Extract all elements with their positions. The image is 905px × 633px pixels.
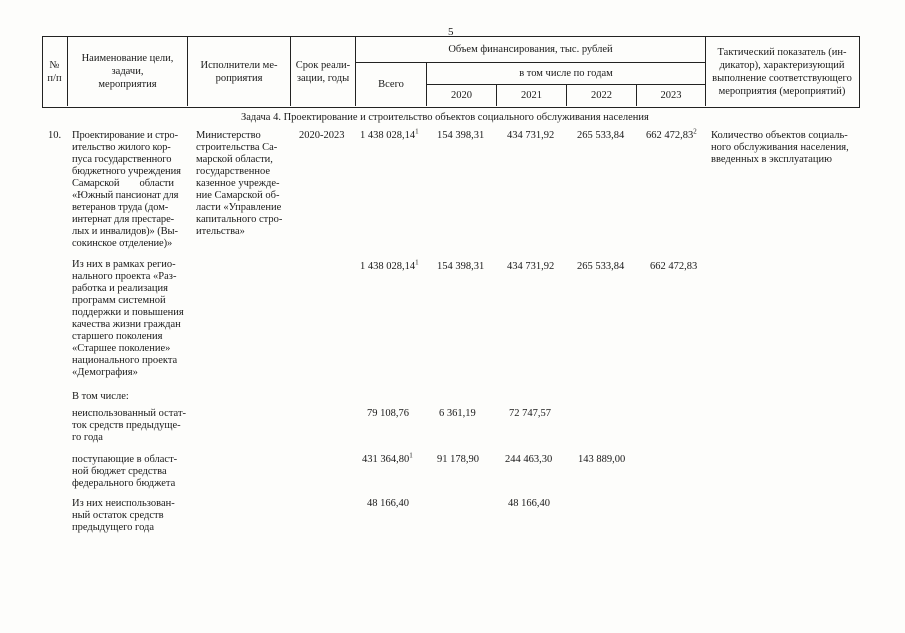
header-year-2023: 2023 (660, 90, 682, 101)
row-2021: 48 166,40 (508, 498, 550, 509)
row-2022: 265 533,84 (577, 261, 625, 272)
header-col-no: № п/п (47, 59, 62, 84)
header-year-2021: 2021 (521, 90, 542, 101)
header-year-2022: 2022 (591, 90, 612, 101)
row-number: 10. (48, 130, 62, 141)
header-year-2020: 2020 (451, 90, 472, 101)
header-col-by-years: в том числе по годам (519, 68, 613, 79)
row-total: 1 438 028,14$^1$ (360, 127, 419, 141)
header-col-executor: Исполнители ме- роприятия (200, 59, 278, 84)
row-name: Проектирование и стро- ительство жилого кор- пуса государственного бюджетного учреждения Самарской области «Южный пансионат для ветеранов труда (дом- интернат для престаре- лых и инвалидов)» (Вы- сокинское отделение)» (72, 130, 181, 249)
row-name: неиспользованный остат- ток средств предыдуще- го года (72, 408, 187, 443)
header-col-total: Всего (378, 79, 404, 90)
row-2023: 662 472,83 (650, 261, 698, 272)
row-name: поступающие в област- ной бюджет средства федерального бюджета (72, 454, 178, 489)
row-executor: Министерство строительства Са- марской области, государственное казенное учрежде- ние Самарской об- ласти «Управление капитального стро- ительства» (196, 130, 283, 237)
row-total: 1 438 028,14$^1$ (360, 258, 419, 272)
row-2021: 434 731,92 (507, 130, 555, 141)
row-total: 431 364,80$^1$ (362, 451, 413, 465)
page-number: 5 (448, 26, 454, 38)
row-total: 79 108,76 (367, 408, 409, 419)
header-col-funding: Объем финансирования, тыс. рублей (448, 44, 613, 55)
row-2021: 244 463,30 (505, 454, 553, 465)
row-name: Из них неиспользован- ный остаток средств предыдущего года (72, 498, 175, 533)
row-name: В том числе: (72, 391, 129, 402)
row-2021: 434 731,92 (507, 261, 555, 272)
row-2022: 143 889,00 (578, 454, 626, 465)
row-term: 2020-2023 (299, 130, 345, 141)
header-col-name: Наименование цели, задачи, мероприятия (81, 53, 174, 90)
row-2022: 265 533,84 (577, 130, 625, 141)
row-2020: 91 178,90 (437, 454, 479, 465)
row-name: Из них в рамках регио- нального проекта «Раз- работка и реализация программ системной поддержки и повышения качества жизни граждан старшего поколения «Старшее поколение» национального проекта «Демография» (72, 259, 184, 378)
header-col-indicator: Тактический показатель (ин- дикатор), характеризующий выполнение соответствующего мероприятия (мероприятий) (712, 46, 852, 97)
header-col-term: Срок реали- зации, годы (295, 59, 351, 84)
row-2023: 662 472,83$^2$ (646, 127, 697, 141)
row-2020: 154 398,31 (437, 261, 485, 272)
row-2020: 154 398,31 (437, 130, 485, 141)
row-2021: 72 747,57 (509, 408, 551, 419)
task-title: Задача 4. Проектирование и строительство объектов социального обслуживания населения (241, 112, 649, 123)
row-total: 48 166,40 (367, 498, 409, 509)
row-2020: 6 361,19 (439, 408, 476, 419)
row-indicator: Количество объектов социаль- ного обслуживания населения, введенных в эксплуатацию (711, 130, 849, 165)
